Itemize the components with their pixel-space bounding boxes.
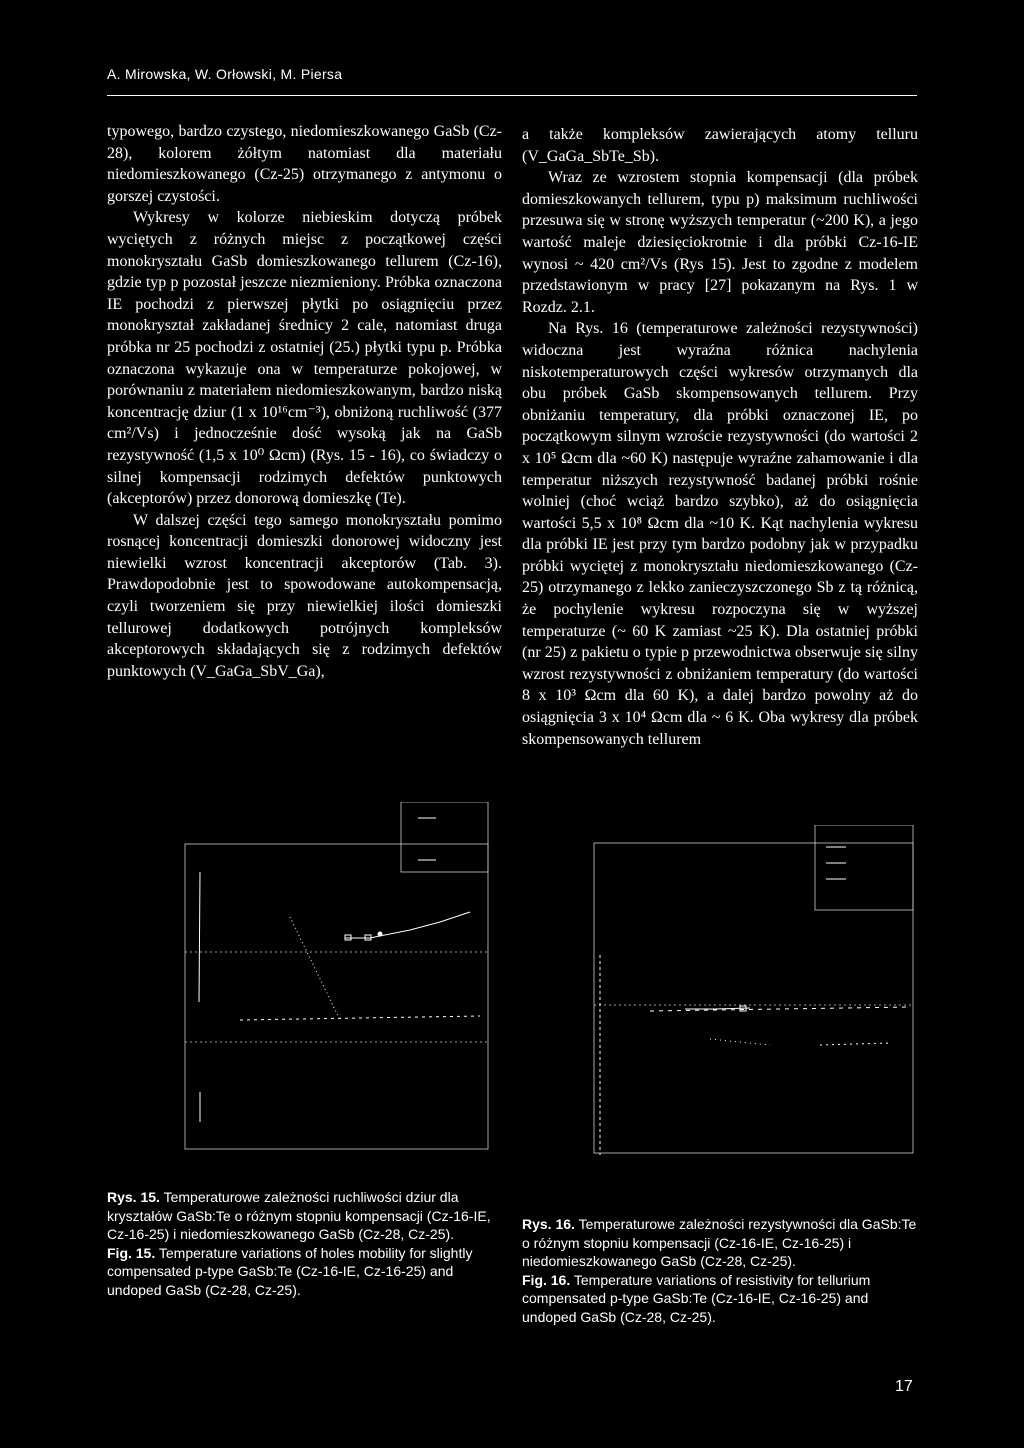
- fig15-legend-marks: [418, 818, 436, 860]
- header-rule: [107, 95, 917, 96]
- fig16-text-pl: Temperaturowe zależności rezystywności dla GaSb:Te o różnym stopniu kompensacji (Cz-16-IE, Cz-16-25) i niedomieszkowanego GaSb (Cz-28, Cz-25).: [522, 1216, 917, 1269]
- figure-15-plot: [180, 802, 495, 1156]
- running-header: A. Mirowska, W. Orłowski, M. Piersa: [107, 66, 343, 82]
- right-paragraph-2: Wraz ze wzrostem stopnia kompensacji (dla próbek domieszkowanych tellurem, typu p) maksimum ruchliwości przesuwa się w stronę wyższych temperatur (~200 K), a jego wartość maleje dziesięciokrotnie i dla próbki Cz-16-IE wynosi ~ 420 cm²/Vs (Rys 15). Jest to zgodne z modelem przedstawionym w pracy [27] pokazanym na Rys. 1 w Rozdz. 2.1.: [522, 169, 918, 316]
- fig16-label-pl: Rys. 16.: [522, 1216, 575, 1232]
- fig16-caption-en: [522, 1271, 918, 1327]
- fig15-frame: [185, 802, 488, 1149]
- fig16-series: [600, 955, 910, 1155]
- fig15-label-en: Fig. 15.: [107, 1244, 156, 1261]
- left-paragraph-3: W dalszej części tego samego monokryształu pomimo rosnącej koncentracji domieszki donorowej widoczny jest niewielki wzrost koncentracji akceptorów (Tab. 3). Prawdopodobnie jest to spowodowane autokompensacją, czyli tworzeniem się przy niewielkiej ilości domieszki tellurowej dodatkowych potrójnych kompleksów akceptorowych składających się z rodzimych defektów punktowych (V_GaGa_SbV_Ga),: [107, 511, 502, 680]
- figure-16-plot: [590, 825, 917, 1157]
- fig16-legend-marks: [826, 847, 846, 879]
- fig16-frame: [594, 825, 913, 1153]
- right-paragraph-1: a także kompleksów zawierających atomy telluru (V_GaGa_SbTe_Sb).: [522, 126, 918, 165]
- fig15-text-pl: Temperaturowe zależności ruchliwości dziur dla kryształów GaSb:Te o różnym stopniu kompensacji (Cz-16-IE, Cz-16-25) i niedomieszkowanego GaSb (Cz-28, Cz-25).: [107, 1189, 491, 1242]
- figure-16-caption: [522, 1215, 918, 1326]
- left-column: [107, 121, 502, 682]
- left-paragraph-2: Wykresy w kolorze niebieskim dotyczą próbek wyciętych z różnych miejsc z początkowej części monokryształu GaSb domieszkowanego tellurem (Cz-16), gdzie typ p pozostał jeszcze niezmieniony. Próbka oznaczona IE pochodzi z pierwszej płytki po osiągnięciu przez monokryształ zakładanej średnicy 2 cale, natomiast druga próbka nr 25 pochodzi z ostatniej (25.) płytki typu p. Próbka oznaczona wykazuje ona w temperaturze pokojowej, w porównaniu z materiałem niedomieszkowanym, bardzo niską koncentrację dziur (1 x 10¹⁶cm⁻³), obniżoną ruchliwość (377 cm²/Vs) i jednocześnie dość wysoką jak na GaSb rezystywność (1,5 x 10⁰ Ωcm) (Rys. 15 - 16), co świadczy o silnej kompensacji rodzimych defektów punktowych (akceptorów) przez donorową domieszkę (Te).: [107, 209, 502, 508]
- fig16-caption-pl: [522, 1215, 918, 1271]
- page-number: 17: [895, 1378, 913, 1395]
- fig15-caption-en: [107, 1244, 502, 1300]
- fig15-caption-pl: [107, 1188, 502, 1244]
- left-paragraph-1: typowego, bardzo czystego, niedomieszkowanego GaSb (Cz-28), kolorem żółtym natomiast dla materiału niedomieszkowanego (Cz-25) otrzymanego z antymonu o gorszej czystości.: [107, 123, 502, 205]
- figure-15-caption: [107, 1188, 502, 1299]
- fig16-text-en: Temperature variations of resistivity for tellurium compensated p-type GaSb:Te (Cz-16-IE, Cz-16-25) and undoped GaSb (Cz-28, Cz-25).: [522, 1271, 871, 1325]
- fig16-label-en: Fig. 16.: [522, 1271, 571, 1288]
- right-column: [522, 124, 918, 750]
- fig15-series: [199, 872, 480, 1122]
- fig15-text-en: Temperature variations of holes mobility for slightly compensated p-type GaSb:Te (Cz-16-IE, Cz-16-25) and undoped GaSb (Cz-28, Cz-25).: [107, 1244, 473, 1298]
- right-paragraph-3: Na Rys. 16 (temperaturowe zależności rezystywności) widoczna jest wyraźna różnica nachylenia niskotemperaturowych części wykresów otrzymanych dla obu próbek GaSb skompensowanych tellurem. Przy obniżaniu temperatury, dla próbki oznaczonej IE, po początkowym silnym wzroście rezystywności (do wartości 2 x 10⁵ Ωcm dla ~60 K) następuje wyraźne zahamowanie i dla temperatur niższych rezystywność badanej próbki rośnie wolniej (choć wciąż bardzo szybko), aż do osiągnięcia wartości 5,5 x 10⁸ Ωcm dla ~10 K. Kąt nachylenia wykresu dla próbki IE jest przy tym bardzo podobny jak w przypadku próbki wyciętej z monokryształu niedomieszkowanego (Cz-25) otrzymanego z lekko zanieczyszczonego Sb z tą różnicą, że pochylenie wykresu rozpoczyna się w wyższej temperaturze (~ 60 K zamiast ~25 K). Dla ostatniej próbki (nr 25) z pakietu o typie p przewodnictwa obserwuje się silny wzrost rezystywności z obniżaniem temperatury (do wartości 8 x 10³ Ωcm dla 60 K), a dalej bardzo powolny aż do osiągnięcia 3 x 10⁴ Ωcm dla ~ 6 K. Oba wykresy dla próbek skompensowanych tellurem: [522, 320, 918, 748]
- fig15-label-pl: Rys. 15.: [107, 1189, 160, 1205]
